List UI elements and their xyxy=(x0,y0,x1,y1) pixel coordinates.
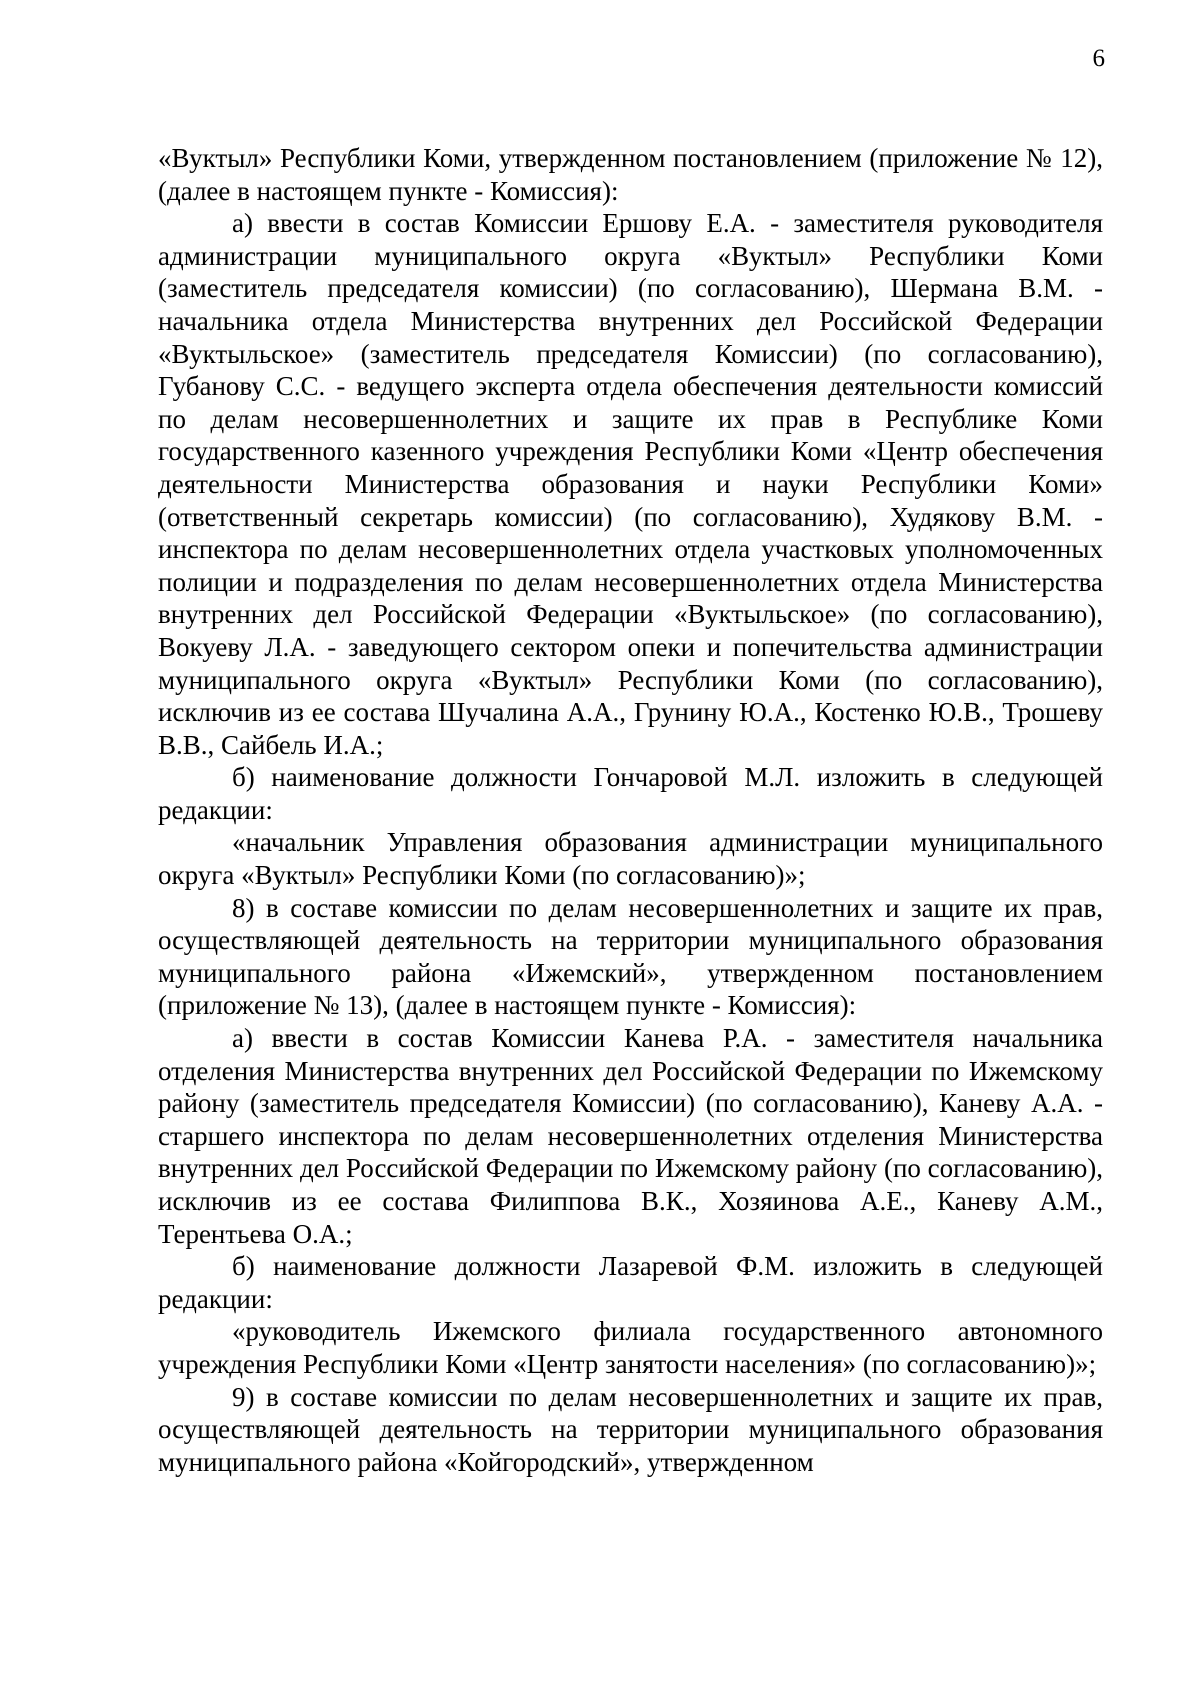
document-body xyxy=(158,142,1103,1478)
page-number: 6 xyxy=(1092,45,1105,72)
paragraph-item-a-izhemsky: а) ввести в состав Комиссии Канева Р.А. - заместителя начальника отделения Министерства внутренних дел Российской Федерации по Ижемскому району (заместитель председателя Комиссии) (по согласованию), Каневу А.А. - старшего инспектора по делам несовершеннолетних отделения Министерства внутренних дел Российской Федерации по Ижемскому району (по согласованию), исключив из ее состава Филиппова В.К., Хозяинова А.Е., Каневу А.М., Терентьева О.А.; xyxy=(158,1023,1103,1249)
paragraph-quote-izhemsky: «руководитель Ижемского филиала государственного автономного учреждения Республики Коми «Центр занятости населения» (по согласованию)»; xyxy=(158,1316,1103,1379)
paragraph-continuation: «Вуктыл» Республики Коми, утвержденном постановлением (приложение № 12), (далее в настоящем пункте - Комиссия): xyxy=(158,143,1103,206)
paragraph-item-a-vuktyl: а) ввести в состав Комиссии Ершову Е.А. - заместителя руководителя администрации муниципального округа «Вуктыл» Республики Коми (заместитель председателя комиссии) (по согласованию), Шермана В.М. - начальника отдела Министерства внутренних дел Российской Федерации «Вуктыльское» (заместитель председателя Комиссии) (по согласованию), Губанову С.С. - ведущего эксперта отдела обеспечения деятельности комиссий по делам несовершеннолетних и защите их прав в Республике Коми государственного казенного учреждения Республики Коми «Центр обеспечения деятельности Министерства образования и науки Республики Коми» (ответственный секретарь комиссии) (по согласованию), Худякову В.М. - инспектора по делам несовершеннолетних отдела участковых уполномоченных полиции и подразделения по делам несовершеннолетних отдела Министерства внутренних дел Российской Федерации «Вуктыльское» (по согласованию), Вокуеву Л.А. - заведующего сектором опеки и попечительства администрации муниципального округа «Вуктыл» Республики Коми (по согласованию), исключив из ее состава Шучалина А.А., Грунину Ю.А., Костенко Ю.В., Трошеву В.В., Сайбель И.А.; xyxy=(158,208,1103,760)
paragraph-item-b-izhemsky: б) наименование должности Лазаревой Ф.М. изложить в следующей редакции: xyxy=(158,1251,1103,1314)
paragraph-item-8: 8) в составе комиссии по делам несовершеннолетних и защите их прав, осуществляющей деятельность на территории муниципального образования муниципального района «Ижемский», утвержденном постановлением (приложение № 13), (далее в настоящем пункте - Комиссия): xyxy=(158,892,1103,1021)
paragraph-item-9: 9) в составе комиссии по делам несовершеннолетних и защите их прав, осуществляющей деятельность на территории муниципального образования муниципального района «Койгородский», утвержденном xyxy=(158,1381,1103,1477)
paragraph-item-b-vuktyl: б) наименование должности Гончаровой М.Л. изложить в следующей редакции: xyxy=(158,762,1103,825)
paragraph-quote-vuktyl: «начальник Управления образования администрации муниципального округа «Вуктыл» Республики Коми (по согласованию)»; xyxy=(158,827,1103,891)
